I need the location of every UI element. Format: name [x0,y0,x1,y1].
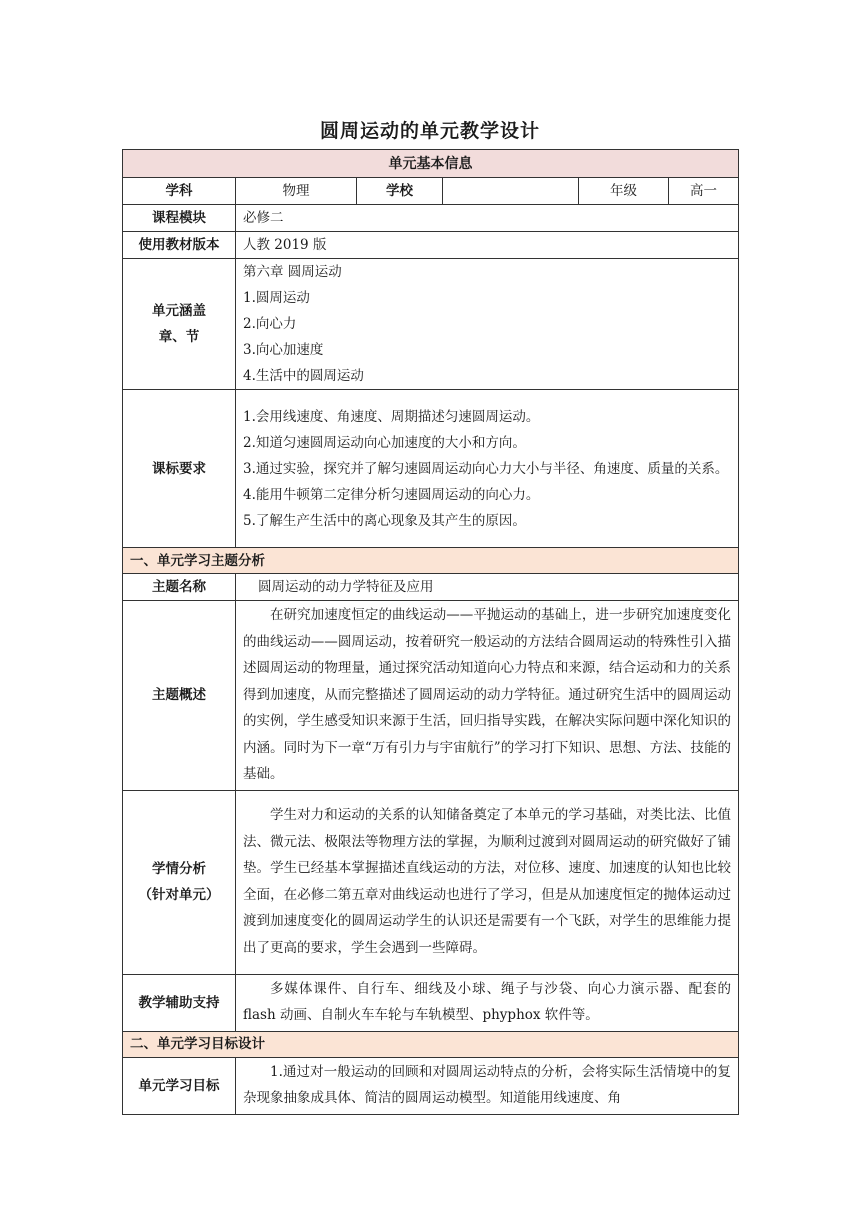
school-value [443,178,579,205]
theme-name-value: 圆周运动的动力学特征及应用 [236,574,739,601]
standard-item: 3.通过实验，探究并了解匀速圆周运动向心力大小与半径、角速度、质量的关系。 [243,460,729,477]
analysis-label-line-2: （针对单元） [138,887,220,903]
standards-list [236,390,739,548]
standard-item: 5.了解生产生活中的离心现象及其产生的原因。 [243,512,526,529]
basic-info-header: 单元基本信息 [123,150,739,178]
edition-label: 使用教材版本 [123,232,236,259]
chapter-item: 4.生活中的圆周运动 [243,368,364,384]
support-text: 多媒体课件、自行车、细线及小球、绳子与沙袋、向心力演示器、配套的 flash 动画、自制火车车轮与车轨模型、phyphox 软件等。 [236,974,739,1031]
chapters-label-line-2: 章、节 [158,329,200,345]
chapter-item: 3.向心加速度 [243,342,324,358]
goals-text: 1.通过对一般运动的回顾和对圆周运动特点的分析，会将实际生活情境中的复杂现象抽象成具体、简洁的圆周运动模型。知道能用线速度、角 [236,1057,739,1114]
chapter-item: 1.圆周运动 [243,290,310,306]
school-label: 学校 [357,178,443,205]
standard-item: 1.会用线速度、角速度、周期描述匀速圆周运动。 [243,408,540,425]
goals-label: 单元学习目标 [123,1057,236,1114]
support-label: 教学辅助支持 [123,974,236,1031]
subject-label: 学科 [123,178,236,205]
chapter-item: 第六章 圆周运动 [243,264,342,280]
analysis-label-line-1: 学情分析 [152,861,206,877]
standards-label: 课标要求 [123,390,236,548]
overview-text: 在研究加速度恒定的曲线运动——平抛运动的基础上，进一步研究加速度变化的曲线运动——圆周运动，按着研究一般运动的方法结合圆周运动的特殊性引入描述圆周运动的物理量，通过探究活动知道向心力特点和来源，结合运动和力的关系得到加速度，从而完整描述了圆周运动的动力学特征。通过研究生活中的圆周运动的实例，学生感受知识来源于生活，回归指导实践，在解决实际问题中深化知识的内涵。同时为下一章“万有引力与宇宙航行”的学习打下知识、思想、方法、技能的基础。 [236,601,739,791]
grade-label: 年级 [579,178,669,205]
module-label: 课程模块 [123,205,236,232]
module-value: 必修二 [236,205,739,232]
subject-value: 物理 [236,178,357,205]
chapters-label-line-1: 单元涵盖 [152,303,206,319]
unit-design-table [122,149,739,1115]
analysis-text: 学生对力和运动的关系的认知储备奠定了本单元的学习基础，对类比法、比值法、微元法、极限法等物理方法的掌握，为顺利过渡到对圆周运动的研究做好了铺垫。学生已经基本掌握描述直线运动的方法，对位移、速度、加速度的认知也比较全面，在必修二第五章对曲线运动也进行了学习，但是从加速度恒定的抛体运动过渡到加速度变化的圆周运动学生的认识还是需要有一个飞跃，对学生的思维能力提出了更高的要求，学生会遇到一些障碍。 [236,790,739,974]
chapters-label [123,259,236,390]
chapter-item: 2.向心力 [243,316,297,332]
standard-item: 4.能用牛顿第二定律分析匀速圆周运动的向心力。 [243,486,540,503]
edition-value: 人教 2019 版 [236,232,739,259]
analysis-label [123,790,236,974]
grade-value: 高一 [669,178,739,205]
chapters-list [236,259,739,390]
section-1-header: 一、单元学习主题分析 [123,548,739,574]
section-2-header: 二、单元学习目标设计 [123,1031,739,1057]
theme-name-label: 主题名称 [123,574,236,601]
overview-label: 主题概述 [123,601,236,791]
standard-item: 2.知道匀速圆周运动向心加速度的大小和方向。 [243,434,526,451]
document-title: 圆周运动的单元教学设计 [319,120,540,142]
